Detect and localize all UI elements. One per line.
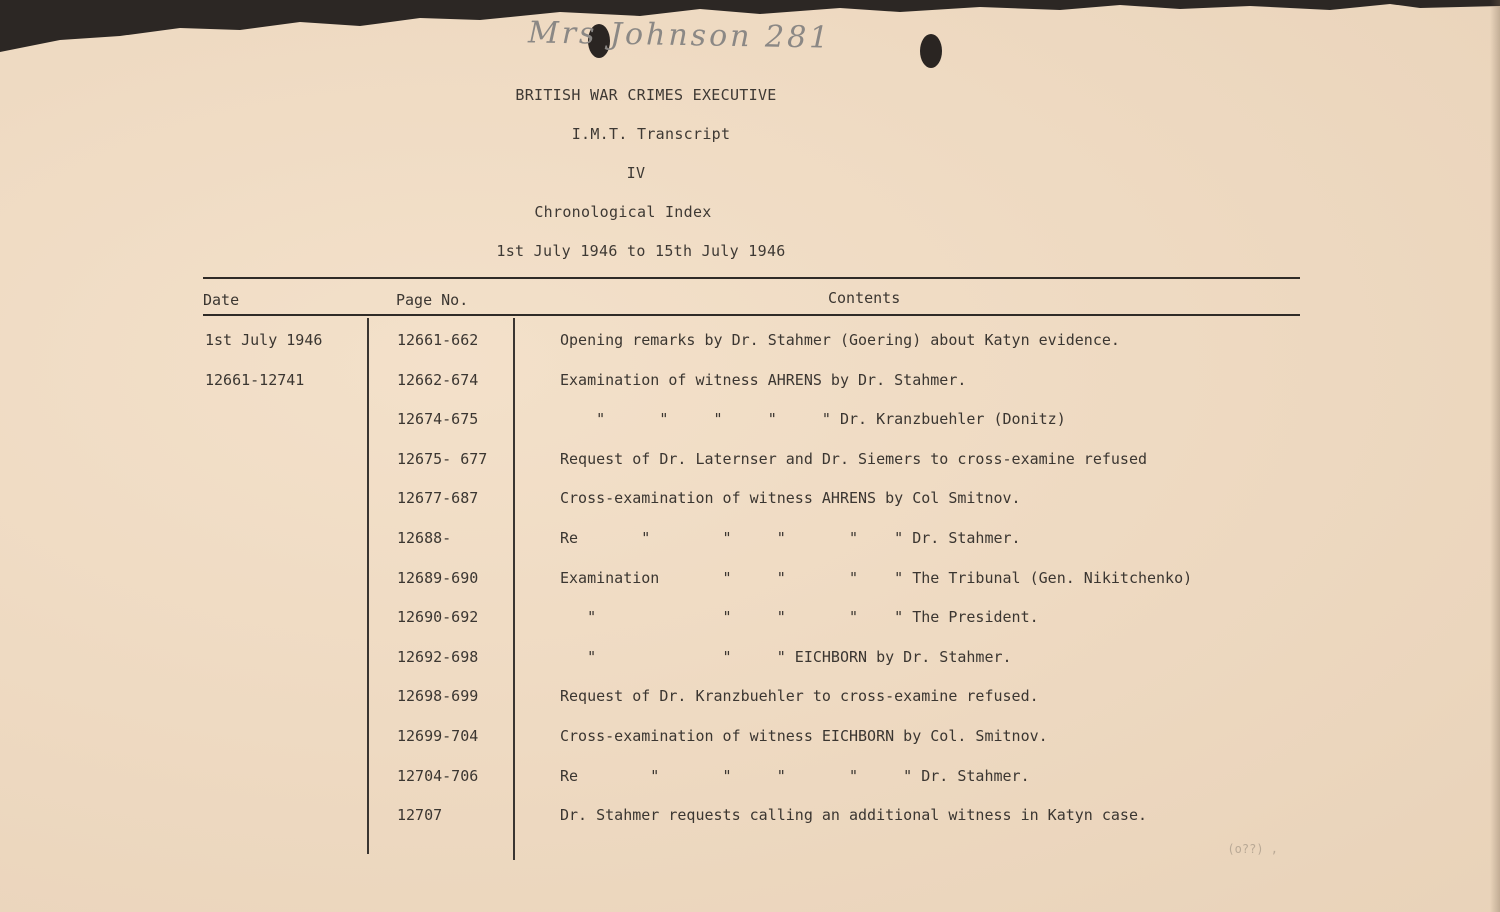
column-header-page: Page No. [396,291,469,309]
row-page-number: 12699-704 [397,727,479,745]
row-page-number: 12704-706 [397,767,479,785]
row-contents: Dr. Stahmer requests calling an additional witness in Katyn case. [560,806,1147,824]
column-divider-1 [367,318,369,854]
row-page-number: 12674-675 [397,410,479,428]
punch-hole-right [920,34,942,68]
row-page-number: 12698-699 [397,687,479,705]
row-page-number: 12690-692 [397,608,479,626]
row-date: 12661-12741 [205,371,305,389]
row-page-number: 12661-662 [397,331,479,349]
row-contents: Opening remarks by Dr. Stahmer (Goering) about Katyn evidence. [560,331,1120,349]
row-page-number: 12677-687 [397,489,479,507]
header-line-1: BRITISH WAR CRIMES EXECUTIVE [515,86,777,104]
row-contents: Request of Dr. Kranzbuehler to cross-examine refused. [560,687,1039,705]
header-line-3: IV [626,164,646,182]
table-header-rule [203,314,1300,316]
row-page-number: 12692-698 [397,648,479,666]
row-contents: Examination of witness AHRENS by Dr. Stahmer. [560,371,967,389]
faint-stamp-mark: (o??) , [1227,842,1278,856]
row-contents: Re " " " " " Dr. Stahmer. [560,529,1021,547]
row-contents: " " " " " The President. [560,608,1039,626]
row-page-number: 12662-674 [397,371,479,389]
row-page-number: 12689-690 [397,569,479,587]
row-contents: " " " EICHBORN by Dr. Stahmer. [560,648,1012,666]
row-page-number: 12688- [397,529,452,547]
row-contents: Request of Dr. Laternser and Dr. Siemers to cross-examine refused [560,450,1147,468]
header-line-2: I.M.T. Transcript [571,125,731,143]
row-date: 1st July 1946 [205,331,323,349]
row-contents: " " " " " Dr. Kranzbuehler (Donitz) [560,410,1066,428]
table-top-rule [203,277,1300,279]
column-divider-2 [513,318,515,860]
row-contents: Examination " " " " The Tribunal (Gen. Nikitchenko) [560,569,1193,587]
scan-shadow-edge [1490,0,1500,912]
row-contents: Cross-examination of witness EICHBORN by Col. Smitnov. [560,727,1048,745]
row-contents: Re " " " " " Dr. Stahmer. [560,767,1030,785]
row-contents: Cross-examination of witness AHRENS by Col Smitnov. [560,489,1021,507]
row-page-number: 12675- 677 [397,450,488,468]
header-line-4: Chronological Index [534,203,712,221]
column-header-date: Date [203,291,240,309]
row-page-number: 12707 [397,806,443,824]
handwritten-note: Mrs Johnson 281 [527,15,832,56]
header-line-5: 1st July 1946 to 15th July 1946 [496,242,786,260]
column-header-contents: Contents [828,289,901,307]
